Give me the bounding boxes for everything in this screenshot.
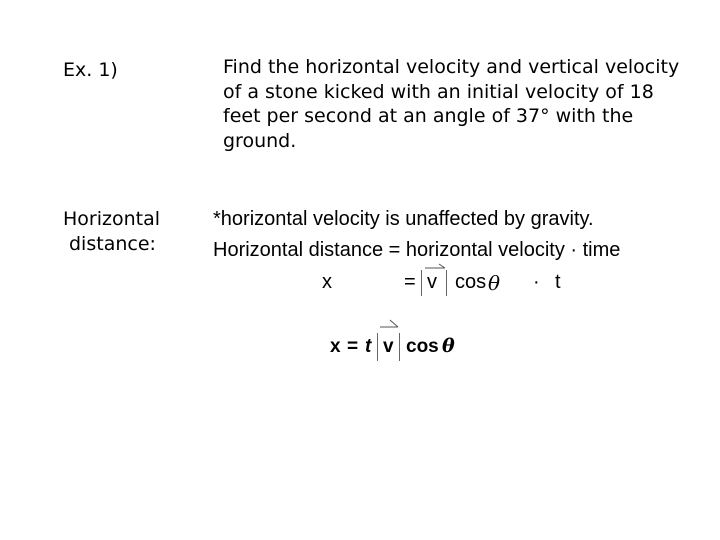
equation1-time: t bbox=[555, 271, 561, 293]
equation2-velocity: v bbox=[383, 336, 394, 357]
equation2-x: x bbox=[330, 336, 341, 357]
equation1-equals: = bbox=[404, 271, 416, 293]
equation1-theta: θ bbox=[488, 271, 501, 295]
example-label: Ex. 1) bbox=[63, 59, 118, 81]
distance-definition: Horizontal distance = horizontal velocity · time bbox=[213, 239, 621, 261]
equation1-abs-bar-left bbox=[421, 270, 422, 296]
equation2-abs-bar-right bbox=[399, 333, 400, 361]
problem-statement bbox=[223, 55, 679, 153]
horizontal-label-line-2: distance: bbox=[69, 233, 156, 255]
equation1-lhs: x bbox=[322, 271, 332, 293]
gravity-note: *horizontal velocity is unaffected by gravity. bbox=[213, 208, 594, 230]
vector-arrow-icon bbox=[423, 264, 447, 274]
equation1-cos: cos bbox=[455, 271, 487, 293]
equation2-abs-bar-left bbox=[377, 333, 378, 361]
vector-arrow-icon bbox=[378, 320, 402, 332]
equation2-cos: cos bbox=[406, 336, 439, 357]
problem-line-1: Find the horizontal velocity and vertical velocity bbox=[223, 56, 680, 78]
equation2-time: t bbox=[365, 336, 372, 357]
problem-line-4: ground. bbox=[223, 129, 297, 152]
horizontal-label-line-1: Horizontal bbox=[63, 208, 161, 230]
horizontal-distance-label bbox=[63, 207, 160, 257]
problem-line-3: feet per second at an angle of 37° with the bbox=[223, 105, 634, 127]
equation2-equals: = bbox=[347, 336, 359, 357]
equation1-velocity: v bbox=[427, 271, 437, 293]
equation1-dot: · bbox=[533, 271, 540, 293]
equation2-theta: θ bbox=[442, 335, 455, 357]
problem-line-2: of a stone kicked with an initial velocity of 18 bbox=[223, 80, 654, 103]
